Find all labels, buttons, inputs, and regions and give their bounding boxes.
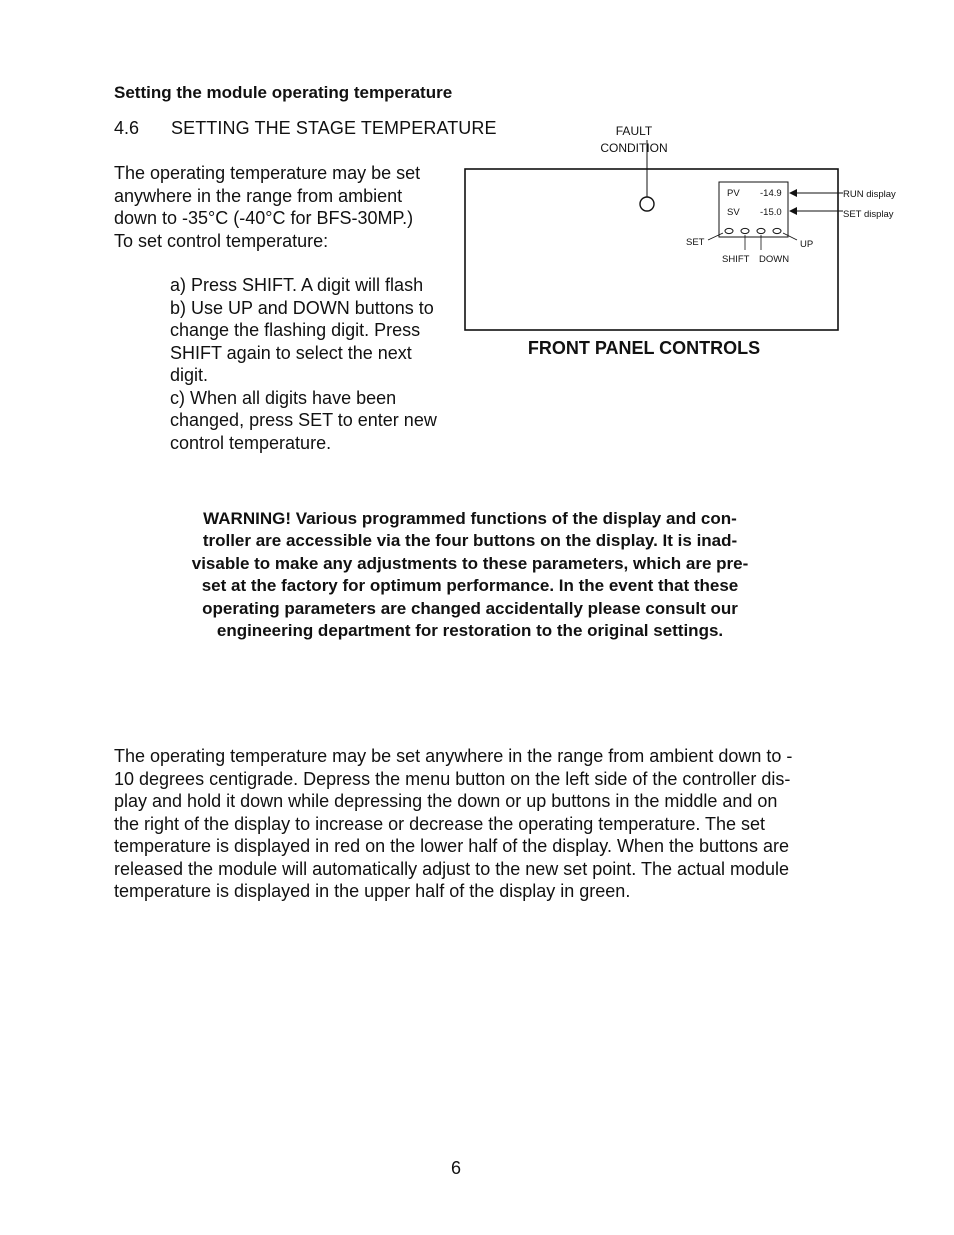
body-line: play and hold it down while depressing the down or up buttons in the middle and on (114, 791, 778, 811)
step-line: digit. (170, 365, 209, 385)
section-title: SETTING THE STAGE TEMPERATURE (171, 118, 497, 138)
panel-outline (465, 169, 838, 330)
warning-line: troller are accessible via the four buttons on the display. It is inad- (202, 531, 738, 551)
step-line: b) Use UP and DOWN buttons to (170, 297, 434, 318)
up-label: UP (800, 239, 814, 250)
sv-label: SV (727, 207, 740, 218)
warning-line: operating parameters are changed accidentally please consult our (202, 598, 738, 618)
pv-label: PV (727, 188, 740, 199)
body-line: temperature is displayed in red on the lower half of the display. When the buttons are (114, 836, 790, 856)
warning-line: engineering department for restoration to the original settings. (216, 621, 724, 641)
sv-value: -15.0 (760, 207, 782, 218)
body-line: temperature is displayed in the upper half of the display in green. (114, 881, 631, 901)
step-line: SHIFT again to select the next (170, 342, 412, 363)
down-label: DOWN (759, 254, 790, 265)
intro-line: To set control temperature: (114, 230, 329, 251)
warning-line: set at the factory for optimum performance. In the event that these (201, 576, 739, 596)
up-button[interactable] (773, 228, 781, 233)
warning-notice (150, 508, 790, 642)
body-line: The operating temperature may be set anywhere in the range from ambient down to - (114, 746, 793, 766)
page-heading: Setting the module operating temperature (114, 83, 453, 102)
front-panel-diagram (0, 0, 954, 340)
shift-label: SHIFT (722, 254, 750, 265)
intro-line: down to -35°C (-40°C for BFS-30MP.) (114, 208, 414, 228)
warning-line: visable to make any adjustments to these parameters, which are pre- (191, 553, 749, 573)
warning-line: WARNING! Various programmed functions of the display and con- (203, 509, 737, 528)
fault-label-line1: FAULT (615, 124, 653, 138)
body-line: released the module will automatically adjust to the new set point. The actual module (114, 858, 790, 879)
body-line: the right of the display to increase or decrease the operating temperature. The set (114, 813, 766, 834)
section-number: 4.6 (114, 118, 140, 138)
set-button[interactable] (725, 228, 733, 233)
fault-label-line2: CONDITION (600, 141, 668, 155)
step-line: changed, press SET to enter new (170, 410, 437, 430)
page-number: 6 (451, 1158, 462, 1178)
set-label: SET (686, 237, 705, 248)
step-line: control temperature. (170, 432, 332, 453)
fault-indicator-lamp (640, 197, 654, 211)
step-line: change the flashing digit. Press (170, 320, 421, 340)
shift-button[interactable] (741, 228, 749, 233)
body-line: 10 degrees centigrade. Depress the menu button on the left side of the controller dis- (114, 768, 791, 789)
pv-value: -14.9 (760, 188, 782, 199)
down-button[interactable] (757, 228, 765, 233)
diagram-caption: FRONT PANEL CONTROLS (527, 338, 761, 358)
step-line: a) Press SHIFT. A digit will flash (170, 275, 424, 295)
intro-line: The operating temperature may be set (114, 163, 421, 183)
intro-line: anywhere in the range from ambient (114, 185, 403, 206)
set-display-label: SET display (843, 209, 894, 220)
step-line: c) When all digits have been (170, 387, 397, 408)
body-paragraph (114, 745, 834, 903)
run-display-label: RUN display (843, 189, 896, 200)
